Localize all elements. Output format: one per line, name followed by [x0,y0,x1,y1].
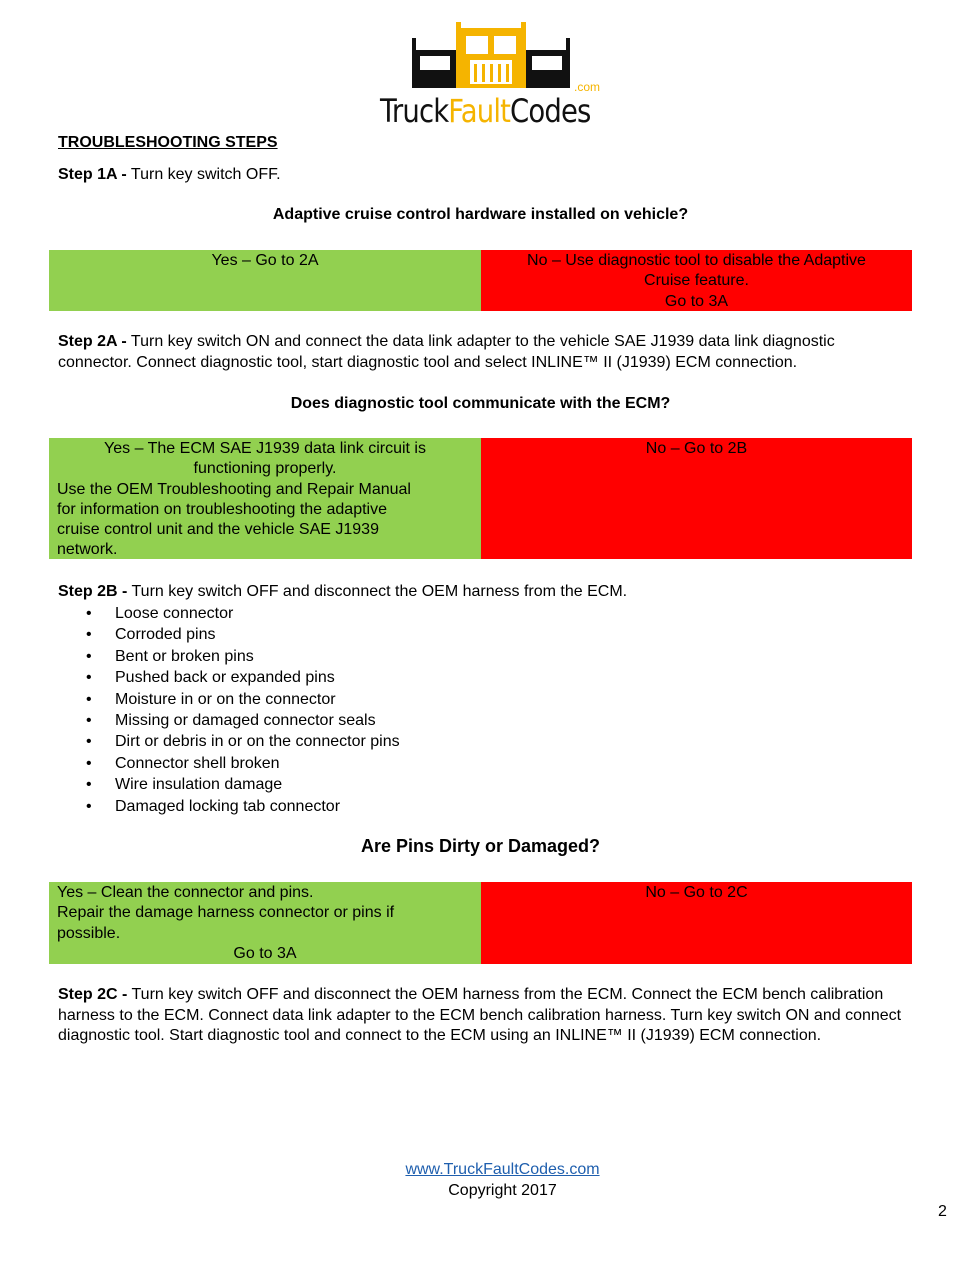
logo-wordmark: TruckFaultCodes [380,92,591,130]
no-cell: No – Go to 2B [481,438,912,559]
no-cell: No – Go to 2C [481,882,912,964]
list-item: • Loose connector [58,603,400,624]
truck-icon [376,20,606,92]
step-2c: Step 2C - Turn key switch OFF and disconnect the OEM harness from the ECM. Connect the ECM bench calibration harness to the ECM. Connect data link adapter to the ECM bench calibration harness. Turn key switch ON and connect diagnostic tool. Start diagnostic tool and connect to the ECM using an INLINE™ II (J1939) ECM connection. [58,986,902,1044]
step-2a: Step 2A - Turn key switch ON and connect the data link adapter to the vehicle SAE J1939 data link diagnostic connector. Connect diagnostic tool, start diagnostic tool and select INLINE™ II (J1939) ECM connection. [58,333,835,371]
step-2b: Step 2B - Turn key switch OFF and disconnect the OEM harness from the ECM. [58,583,628,600]
decision-row-3 [49,882,912,964]
list-item: • Corroded pins [58,624,400,645]
question-2: Does diagnostic tool communicate with the ECM? [290,395,671,412]
yes-cell: Yes – Clean the connector and pins. Repair the damage harness connector or pins if possible. Go to 3A [49,882,481,964]
footer-copyright: Copyright 2017 [448,1182,557,1199]
yes-cell: Yes – Go to 2A [49,250,481,311]
decision-row-2 [49,438,912,559]
yes-cell: Yes – The ECM SAE J1939 data link circuit is functioning properly. Use the OEM Troubleshooting and Repair Manual for information on troubleshooting the adaptive cruise control unit and the vehicle SAE J1939 network. [49,438,481,559]
list-item: • Missing or damaged connector seals [58,710,400,731]
list-item: • Dirt or debris in or on the connector pins [58,731,400,752]
question-1: Adaptive cruise control hardware installed on vehicle? [272,206,689,223]
page-number: 2 [938,1203,947,1220]
section-heading: TROUBLESHOOTING STEPS [58,134,278,151]
list-item: • Connector shell broken [58,753,400,774]
step-1a: Step 1A - Turn key switch OFF. [58,166,281,183]
list-item: • Pushed back or expanded pins [58,667,400,688]
list-item: • Wire insulation damage [58,774,400,795]
list-item: • Damaged locking tab connector [58,796,400,817]
footer-website-link[interactable]: www.TruckFaultCodes.com [405,1161,600,1178]
site-logo [376,20,606,130]
logo-com: .com [574,80,601,94]
list-item: • Moisture in or on the connector [58,689,400,710]
decision-row-1 [49,250,912,311]
list-item: • Bent or broken pins [58,646,400,667]
inspection-checklist [58,603,400,817]
no-cell: No – Use diagnostic tool to disable the Adaptive Cruise feature. Go to 3A [481,250,912,311]
question-3: Are Pins Dirty or Damaged? [360,836,601,856]
